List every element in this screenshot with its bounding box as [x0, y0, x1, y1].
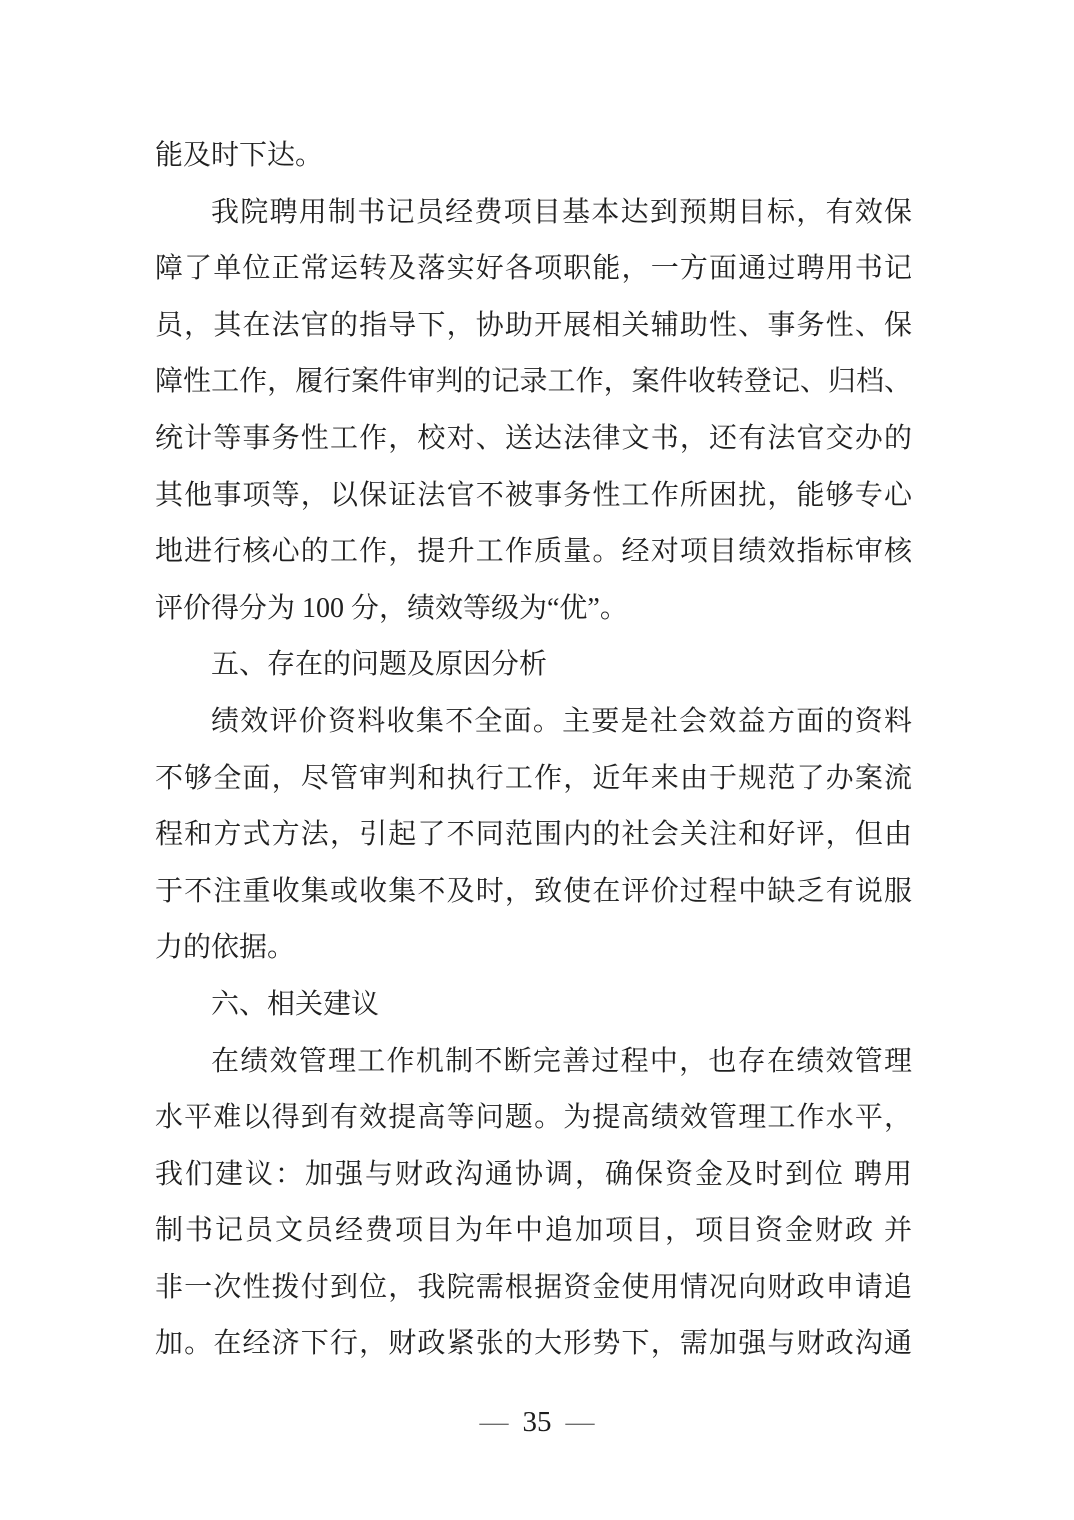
text-line: 于不注重收集或收集不及时，致使在评价过程中缺乏有说服: [155, 875, 912, 907]
text-line: 加。在经济下行，财政紧张的大形势下，需加强与财政沟通: [155, 1328, 912, 1360]
text-line: 其他事项等，以保证法官不被事务性工作所困扰，能够专心: [155, 479, 912, 511]
text-line: 地进行核心的工作，提升工作质量。经对项目绩效指标审核: [155, 536, 912, 568]
text-line: 员，其在法官的指导下，协助开展相关辅助性、事务性、保: [155, 309, 912, 341]
page-footer: [0, 1400, 1074, 1444]
text-line: 非一次性拨付到位，我院需根据资金使用情况向财政申请追: [155, 1271, 912, 1303]
footer-dash-left: —: [479, 1406, 509, 1438]
text-line: 力的依据。: [155, 932, 296, 964]
text-line: 制书记员文员经费项目为年中追加项目，项目资金财政 并: [155, 1215, 912, 1247]
text-line: 在绩效管理工作机制不断完善过程中，也存在绩效管理: [211, 1045, 912, 1077]
text-line: 我们建议：加强与财政沟通协调，确保资金及时到位 聘用: [155, 1158, 912, 1190]
text-line: 不够全面，尽管审判和执行工作，近年来由于规范了办案流: [155, 762, 912, 794]
text-line: 障了单位正常运转及落实好各项职能，一方面通过聘用书记: [155, 253, 912, 285]
text-line: 我院聘用制书记员经费项目基本达到预期目标，有效保: [211, 196, 912, 228]
section-heading-five: 五、存在的问题及原因分析: [211, 649, 548, 681]
text-line: 能及时下达。: [155, 140, 324, 171]
text-line: 程和方式方法，引起了不同范围内的社会关注和好评，但由: [155, 819, 912, 851]
text-line: 水平难以得到有效提高等问题。为提高绩效管理工作水平，: [155, 1102, 912, 1134]
footer-dash-right: —: [565, 1406, 595, 1438]
document-body: [155, 128, 912, 1373]
text-line: 障性工作，履行案件审判的记录工作，案件收转登记、归档、: [155, 366, 912, 398]
text-line: 评价得分为 100 分，绩效等级为“优”。: [155, 592, 628, 624]
text-line: 统计等事务性工作，校对、送达法律文书，还有法官交办的: [155, 422, 912, 454]
page-number: 35: [522, 1406, 552, 1438]
text-line: 绩效评价资料收集不全面。主要是社会效益方面的资料: [211, 705, 912, 737]
section-heading-six: 六、相关建议: [211, 988, 380, 1020]
